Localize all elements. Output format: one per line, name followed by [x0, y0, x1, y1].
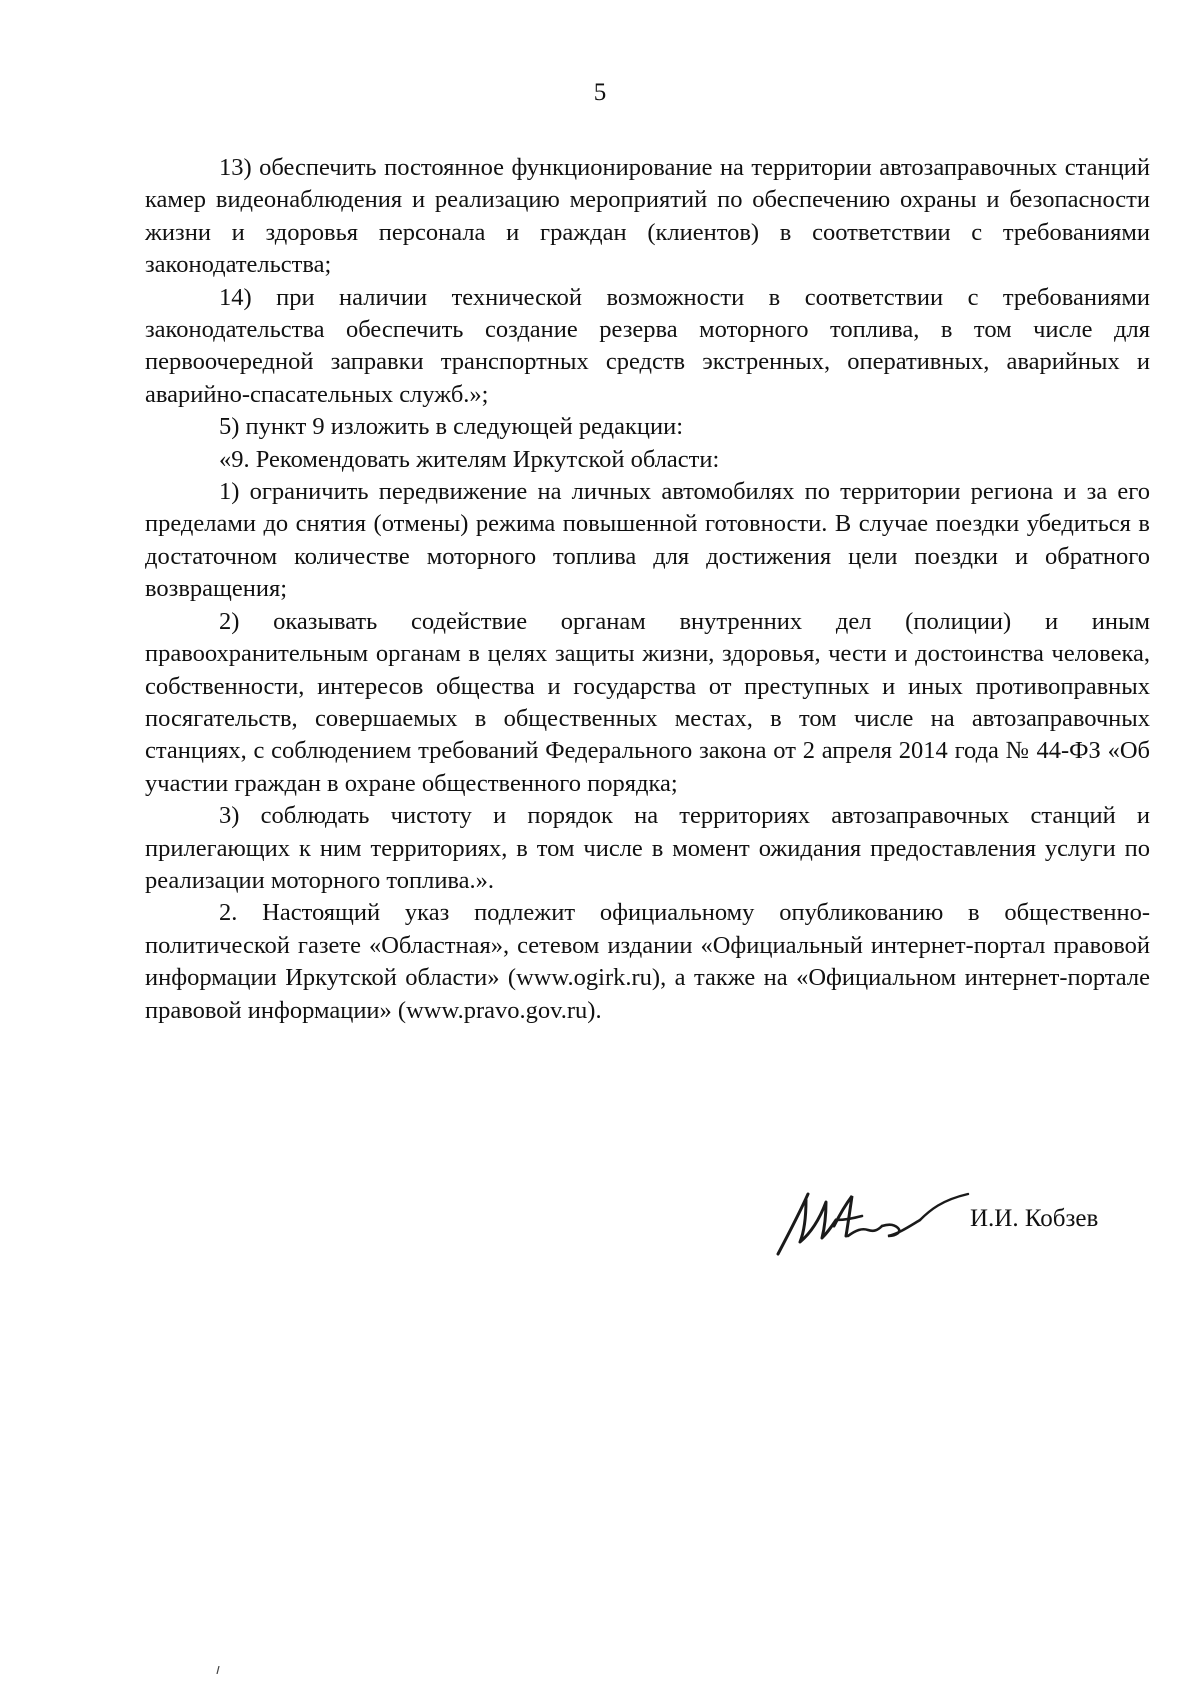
- signature-block: [770, 1180, 1150, 1260]
- paragraph-item-14: 14) при наличии технической возможности в соответствии с требованиями законодательства обеспечить создание резерва моторного топлива, в том числе для первоочередной заправки транспортных средств экстренных, оперативных, аварийных и аварийно-спасательных служб.»;: [145, 283, 1150, 408]
- paragraph-recommendation-2: 2) оказывать содействие органам внутренних дел (полиции) и иным правоохранительным органам в целях защиты жизни, здоровья, чести и достоинства человека, собственности, интересов общества и государства от преступных и иных противоправных посягательств, совершаемых в общественных местах, в том числе на автозаправочных станциях, с соблюдением требований Федерального закона от 2 апреля 2014 года № 44-ФЗ «Об участии граждан в охране общественного порядка;: [145, 607, 1150, 797]
- paragraph-recommendation-1: 1) ограничить передвижение на личных автомобилях по территории региона и за его пределами до снятия (отмены) режима повышенной готовности. В случае поездки убедиться в достаточном количестве моторного топлива для достижения цели поездки и обратного возвращения;: [145, 478, 1150, 603]
- paragraph-publication: 2. Настоящий указ подлежит официальному опубликованию в общественно-политической газете «Областная», сетевом издании «Официальный интернет-портал правовой информации Иркутской области» (www.ogirk.ru), а также на «Официальном интернет-портале правовой информации» (www.pravo.gov.ru).: [145, 899, 1150, 1024]
- signatory-name: И.И. Кобзев: [970, 1205, 1099, 1232]
- paragraph-recommendation-3: 3) соблюдать чистоту и порядок на территориях автозаправочных станций и прилегающих к ним территориях, в том числе в момент ожидания предоставления услуги по реализации моторного топлива.».: [145, 802, 1150, 894]
- paragraph-point-9-heading: «9. Рекомендовать жителям Иркутской области:: [219, 445, 720, 473]
- paragraph-point-5: 5) пункт 9 изложить в следующей редакции:: [219, 413, 684, 441]
- handwritten-signature: [770, 1180, 970, 1260]
- page-number: 5: [593, 79, 607, 106]
- scan-speck: [216, 1666, 220, 1674]
- paragraph-item-13: 13) обеспечить постоянное функционирование на территории автозаправочных станций камер видеонаблюдения и реализацию мероприятий по обеспечению охраны и безопасности жизни и здоровья персонала и граждан (клиентов) в соответствии с требованиями законодательства;: [145, 154, 1150, 279]
- document-body: [145, 152, 1150, 1027]
